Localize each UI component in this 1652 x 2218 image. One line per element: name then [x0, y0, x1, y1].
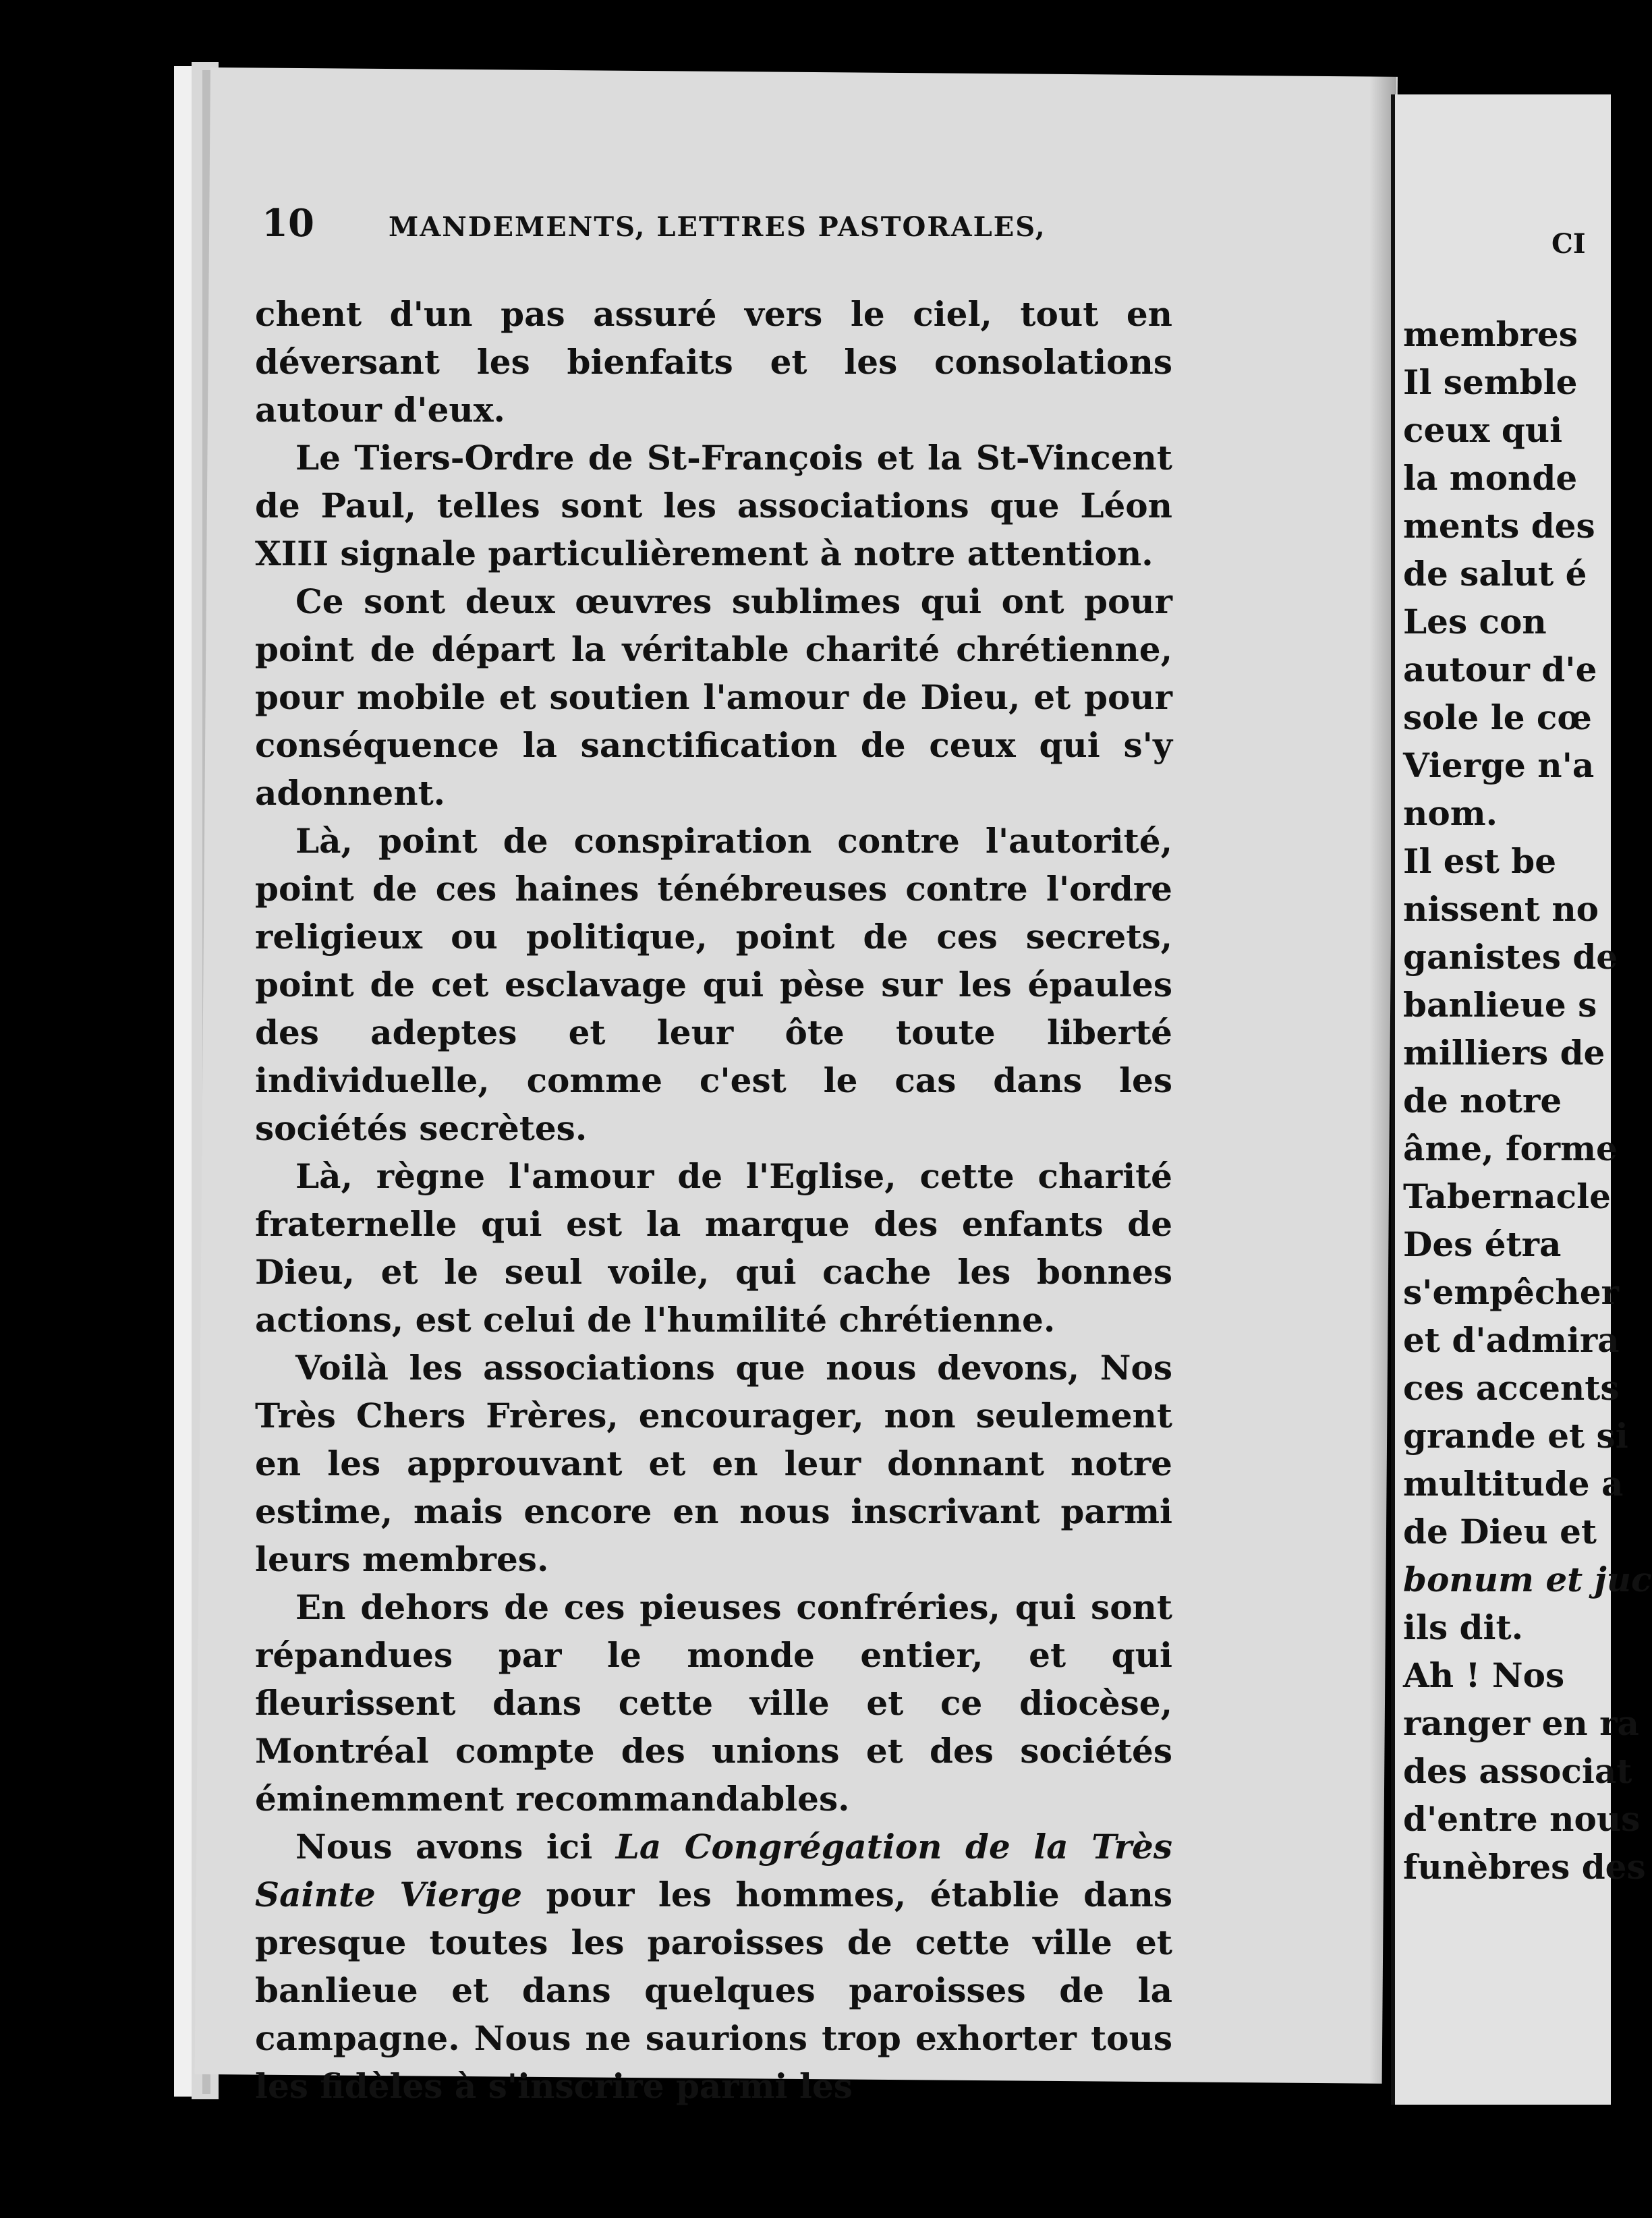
right-page-header: CI — [1551, 228, 1586, 260]
right-page-line: de notre — [1403, 1081, 1562, 1120]
right-page-line: banlieue s — [1403, 985, 1597, 1025]
right-page-line: Ah ! Nos — [1403, 1655, 1565, 1695]
right-page-line: ranger en ra — [1403, 1703, 1639, 1743]
right-page-line: s'empêcher — [1403, 1272, 1619, 1312]
right-page-line: ils dit. — [1403, 1608, 1524, 1647]
paragraph: Là, règne l'amour de l'Eglise, cette charité fraternelle qui est la marque des enfants de Dieu, et le seul voile, qui cache les bonnes actions, est celui de l'humilité chrétienne. — [255, 1156, 1172, 1340]
left-page-text — [255, 290, 1172, 2110]
paragraph — [255, 1823, 1172, 2110]
right-page-line: Il semble — [1403, 362, 1578, 402]
right-page-line: Tabernacle — [1403, 1176, 1611, 1216]
text-run: pour les hommes, établie dans presque toutes les paroisses de cette ville et banlieue et dans quelques paroisses de la campagne. Nous ne saurions trop exhorter tous les fidèles à s'inscrire parmi les — [255, 1875, 1172, 2106]
right-page-line: Vierge n'a — [1403, 745, 1595, 785]
right-page-line: autour d'e — [1403, 650, 1597, 689]
right-page-line: nom. — [1403, 793, 1498, 833]
paragraph: Là, point de conspiration contre l'autorité, point de ces haines ténébreuses contre l'ordre religieux ou politique, point de ces secrets, point de cet esclavage qui pèse sur les épaules des adeptes et leur ôte toute liberté individuelle, comme c'est le cas dans les sociétés secrètes. — [255, 821, 1172, 1148]
right-page-line: Les con — [1403, 602, 1547, 642]
right-page-line: nissent no — [1403, 889, 1599, 929]
right-page-line: multitude a — [1403, 1464, 1624, 1504]
right-page-line: milliers de — [1403, 1033, 1605, 1073]
paragraph: En dehors de ces pieuses confréries, qui sont répandues par le monde entier, et qui fleurissent dans cette ville et ce diocèse, Montréal compte des unions et des sociétés éminemment recommandables. — [255, 1587, 1172, 1819]
right-page-line: d'entre nous — [1403, 1799, 1641, 1839]
right-page-line: grande et si — [1403, 1416, 1628, 1456]
right-page-line: Il est be — [1403, 841, 1557, 881]
right-page-line: de salut é — [1403, 554, 1587, 594]
italic-title: La Congrégation de la Très Sainte Vierge — [255, 1827, 1173, 1914]
running-title: MANDEMENTS, LETTRES PASTORALES, — [388, 211, 1046, 243]
right-page-line: des associat — [1403, 1751, 1632, 1791]
page-header — [262, 201, 1274, 255]
right-page-line: ganistes de — [1403, 937, 1618, 977]
text-run: Nous avons ici — [295, 1827, 616, 1867]
right-page-line: et d'admira — [1403, 1320, 1620, 1360]
right-page-line: ces accents — [1403, 1368, 1620, 1408]
paragraph: Voilà les associations que nous devons, Nos Très Chers Frères, encourager, non seulement en les approuvant et en leur donnant notre estime, mais encore en nous inscrivant parmi leurs membres. — [255, 1348, 1172, 1579]
paragraph: Ce sont deux œuvres sublimes qui ont pour point de départ la véritable charité chrétienne, pour mobile et soutien l'amour de Dieu, et pour conséquence la sanctification de ceux qui s'y adonnent. — [255, 581, 1172, 813]
right-page-line: de Dieu et — [1403, 1512, 1597, 1552]
right-page-line: membres — [1403, 314, 1578, 354]
right-page-line: funèbres des — [1403, 1847, 1646, 1887]
right-page-line: Des étra — [1403, 1224, 1562, 1264]
right-page-text — [1403, 310, 1652, 1891]
page-number: 10 — [262, 201, 314, 246]
paragraph: chent d'un pas assuré vers le ciel, tout en déversant les bienfaits et les consolations autour d'eux. — [255, 294, 1172, 430]
right-page-line: âme, forme — [1403, 1129, 1618, 1168]
right-page-line: ceux qui — [1403, 410, 1563, 450]
paragraph: Le Tiers-Ordre de St-François et la St-Vincent de Paul, telles sont les associations que Léon XIII signale particulièrement à notre attention. — [255, 438, 1172, 573]
right-page-line: ments des — [1403, 506, 1595, 546]
right-page-line: la monde — [1403, 458, 1578, 498]
right-page-line: sole le cœ — [1403, 698, 1592, 737]
right-page-line: bonum et juc — [1403, 1560, 1652, 1599]
